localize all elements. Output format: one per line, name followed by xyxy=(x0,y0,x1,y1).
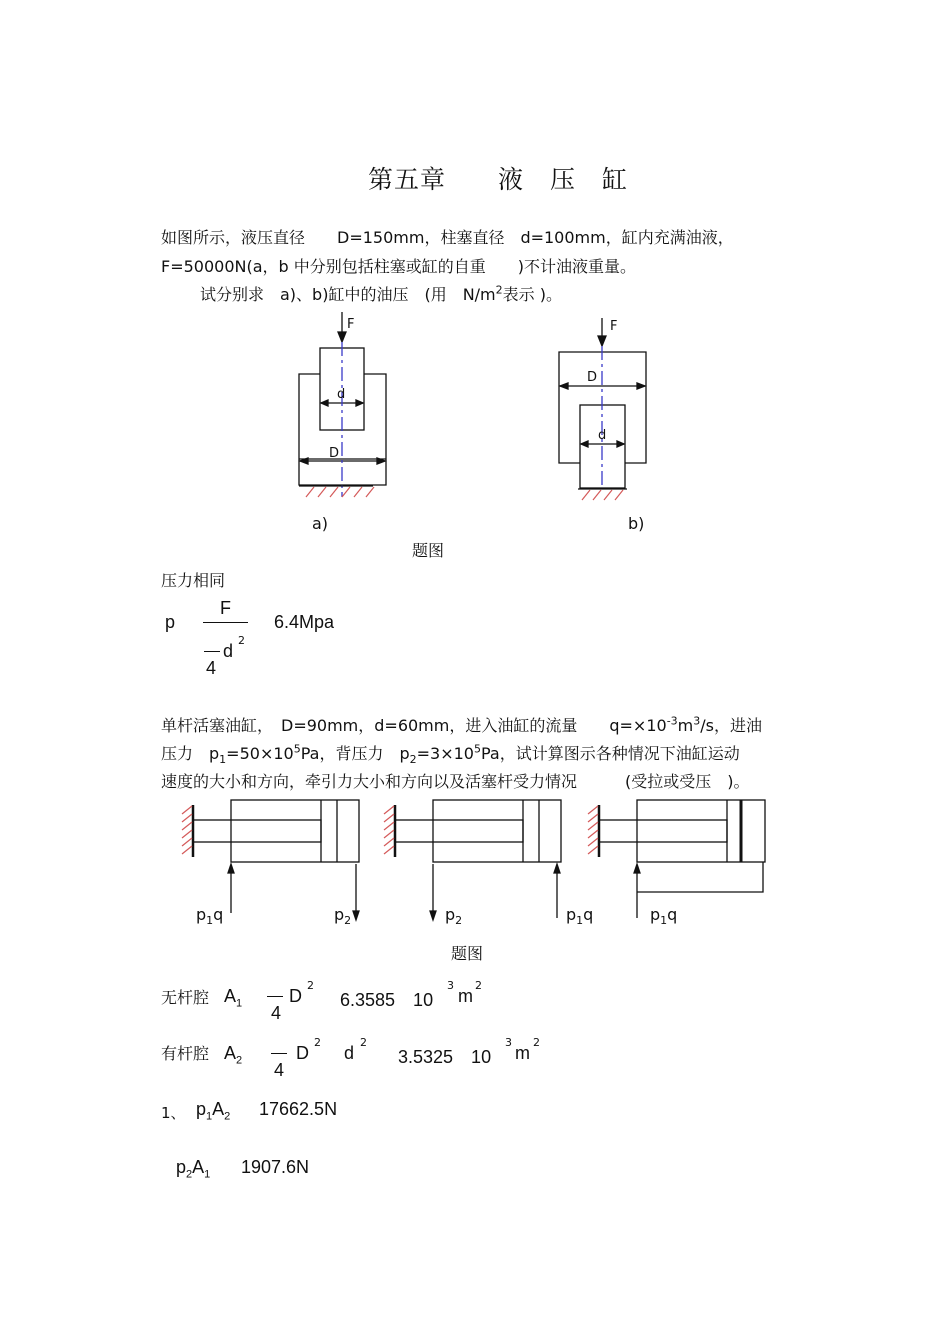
cyl1-p1q-label: $p_1q$ xyxy=(196,905,224,928)
area2-exp: 3 xyxy=(505,1036,512,1049)
figure-caption-1: 题图 xyxy=(412,541,445,560)
area1-label: 无杆腔 xyxy=(161,988,210,1007)
fig-a-D-label: D xyxy=(329,446,340,461)
problem1-line2: F=50000N(a，b 中分别包括柱塞或缸的自重 )不计油液重量。 xyxy=(161,257,637,276)
area1-value: 6.3585 10 xyxy=(340,990,434,1010)
area1-D-exp: 2 xyxy=(307,979,314,992)
area2-value: 3.5325 10 xyxy=(398,1047,492,1067)
area2-d: d xyxy=(344,1043,355,1063)
figure-caption-2: 题图 xyxy=(451,944,484,963)
formula-denominator-exp: 2 xyxy=(238,634,245,647)
step2-value: 1907.6N xyxy=(241,1157,310,1177)
step1-term: $p_1A_2$ xyxy=(196,1099,231,1123)
problem2-line2: 压力 $p_1=50\times 10^5Pa$，背压力 $p_2=3\times 10^5Pa$，试计算图示各种情况下油缸运动 xyxy=(161,742,740,767)
problem2-line1: 单杆活塞油缸， D=90mm，d=60mm，进入油缸的流量 $q=\times 10^{-3}m^3/s$，进油 xyxy=(161,714,762,735)
step1-number: 1、 xyxy=(161,1104,186,1122)
area2-frac-bar xyxy=(271,1053,287,1054)
formula-denominator-4: 4 xyxy=(206,658,217,678)
cyl1-p2-label: $p_2$ xyxy=(334,905,352,928)
problem2-line3: 速度的大小和方向，牵引力大小和方向以及活塞杆受力情况 (受拉或受压 )。 xyxy=(161,772,750,791)
problem1-line1: 如图所示，液压直径 D=150mm，柱塞直径 d=100mm，缸内充满油液， xyxy=(161,228,734,247)
area2-unit: m xyxy=(515,1043,530,1063)
step2-term: $p_2A_1$ xyxy=(176,1157,211,1181)
formula-small-bar xyxy=(204,651,220,652)
formula-numerator: F xyxy=(220,598,231,618)
fig-b-caption: b) xyxy=(628,514,645,533)
formula-fraction-bar xyxy=(203,622,248,623)
formula-denominator-d: d xyxy=(223,641,234,661)
page-title: 第五章 液 压 缸 xyxy=(368,165,629,194)
fig-b-D-label: D xyxy=(587,370,598,385)
area2-frac-den: 4 xyxy=(274,1060,285,1080)
answer1-intro: 压力相同 xyxy=(161,571,226,590)
area1-frac-den: 4 xyxy=(271,1003,282,1023)
area1-symbol: $A_1$ xyxy=(224,986,243,1010)
area2-label: 有杆腔 xyxy=(161,1044,210,1063)
fig-b-d-label: d xyxy=(598,428,607,443)
area1-D: D xyxy=(289,986,302,1006)
cyl2-p1q-label: $p_1q$ xyxy=(566,905,594,928)
area1-unit: m xyxy=(458,986,473,1006)
cyl3-p1q-label: $p_1q$ xyxy=(650,905,678,928)
fig-a-caption: a) xyxy=(312,514,329,533)
problem1-line3: 试分别求 a)、b)缸中的油压 (用 $N/m^2$表示 )。 xyxy=(200,283,562,304)
formula-p: p xyxy=(165,612,176,632)
area1-exp: 3 xyxy=(447,979,454,992)
area1-frac-bar xyxy=(267,996,283,997)
area1-unit-exp: 2 xyxy=(475,979,482,992)
area2-unit-exp: 2 xyxy=(533,1036,540,1049)
fig-a-force-label: F xyxy=(347,317,355,332)
fig-a-d-label: d xyxy=(337,387,346,402)
area2-symbol: $A_2$ xyxy=(224,1043,243,1067)
area2-d-exp: 2 xyxy=(360,1036,367,1049)
area2-D: D xyxy=(296,1043,309,1063)
step1-value: 17662.5N xyxy=(259,1099,338,1119)
area2-D-exp: 2 xyxy=(314,1036,321,1049)
fig-b-force-label: F xyxy=(610,319,618,334)
formula-result: 6.4Mpa xyxy=(274,612,335,632)
cyl2-p2-label: $p_2$ xyxy=(445,905,463,928)
